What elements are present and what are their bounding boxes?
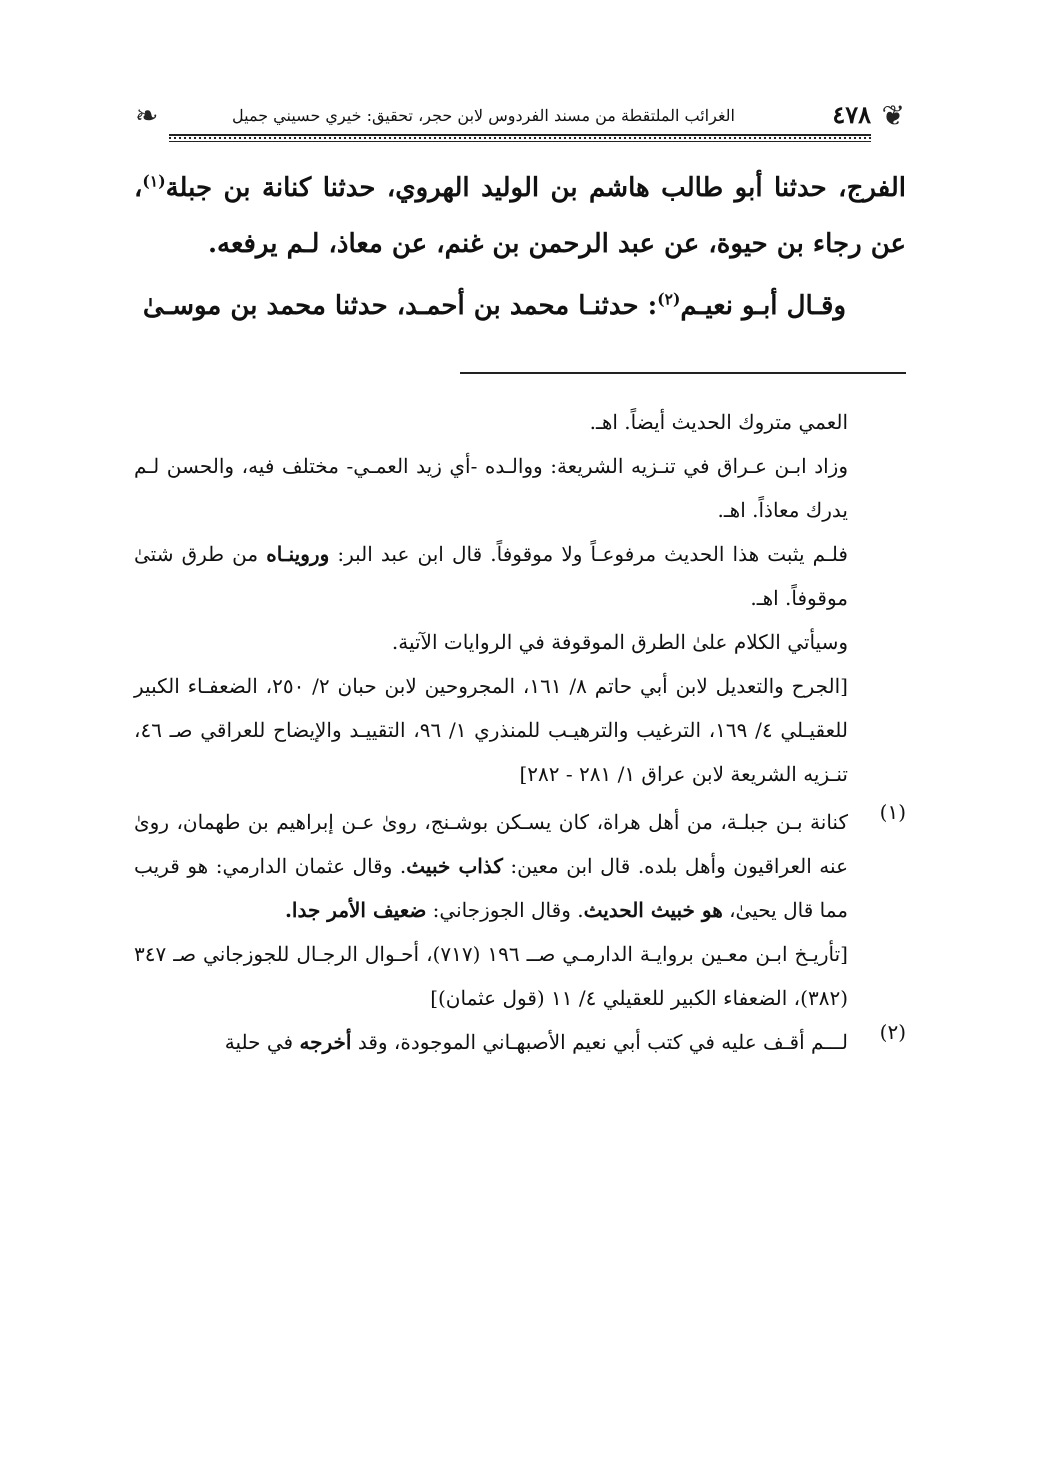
left-ornament-icon: ❧ [135, 99, 159, 132]
main-text [134, 160, 906, 334]
footnote-2: (٢) لـــم أقـف عليه في كتب أبي نعيم الأصبهـاني الموجودة، وقد أخرجه في حلية [224, 1020, 906, 1054]
footnote-1: (١) كنانة بـن جبلـة، من أهل هراة، كان يسـكن بوشـنج، روىٰ عـن إبراهيم بن طهمان، روىٰ عنه العراقيون وأهل بلده. قال ابن معين: كذاب خبيث. وقال عثمان الدارمي: هو قريب مما قال يحيىٰ، هو خبيث الحديث. وقال الجوزجاني: ضعيف الأمر جدا. [تأريـخ ابـن معـين بروايـة الدارمـي صــ ١٩٦ (٧١٧)، أحـوال الرجـال للجوزجاني صـ ٣٤٧ (٣٨٢)، الضعفاء الكبير للعقيلي ٤/ ١١ (قول عثمان)] [134, 800, 906, 1020]
header-rule [169, 134, 871, 142]
sources-citation: [الجرح والتعديل لابن أبي حاتم ٨/ ١٦١، المجروحين لابن حبان ٢/ ٢٥٠، الضعفـاء الكبير للعقيـلي ٤/ ١٦٩، الترغيب والترهيـب للمنذري ١/ ٩٦، التقييـد والإيضاح للعراقي صـ ٤٦، تنـزيه الشريعة لابن عراق ١/ ٢٨١ - ٢٨٢] [134, 674, 848, 786]
footnote-ref-2[interactable]: (٢) [657, 289, 681, 309]
main-paragraph: وقـال أبـو نعيـم$^{(٢)}$: حدثنـا محمد بن أحمـد، حدثنا محمد بن موسـىٰ [142, 289, 846, 321]
footnote-number: (٢) [879, 1020, 906, 1044]
page-header [135, 96, 905, 146]
footnote-number: (١) [879, 800, 906, 824]
sources-citation: [تأريـخ ابـن معـين بروايـة الدارمـي صــ ١٩٦ (٧١٧)، أحـوال الرجـال للجوزجاني صـ ٣٤٧ (٣٨٢)، الضعفاء الكبير للعقيلي ٤/ ١١ (قول عثمان)] [134, 942, 848, 1010]
footnote-continuation: العمي متروك الحديث أيضاً. اهـ. وزاد ابـن عـراق في تنـزيه الشريعة: ووالـده -أي زيد العمـي- مختلف فيه، والحسن لـم يدرك معاذاً. اهـ. فلـم يثبت هذا الحديث مرفوعـاً ولا موقوفاً. قال ابن عبد البر: وروينـاه من طرق شتىٰ موقوفاً. اهـ. وسيأتي الكلام علىٰ الطرق الموقوفة في الروايات الآتية. [الجرح والتعديل لابن أبي حاتم ٨/ ١٦١، المجروحين لابن حبان ٢/ ٢٥٠، الضعفـاء الكبير للعقيـلي ٤/ ١٦٩، الترغيب والترهيـب للمنذري ١/ ٩٦، التقييـد والإيضاح للعراقي صـ ٤٦، تنـزيه الشريعة لابن عراق ١/ ٢٨١ - ٢٨٢] [134, 400, 906, 796]
right-ornament-icon: ❦ [881, 99, 905, 132]
footnotes [134, 400, 906, 1064]
page-number: ٤٧٨ [832, 100, 871, 129]
running-title: الغرائب الملتقطة من مسند الفردوس لابن حجر، تحقيق: خيري حسيني جميل [232, 106, 735, 125]
footnote-ref-1[interactable]: (١) [142, 171, 166, 191]
main-line: الفرج، حدثنا أبو طالب هاشم بن الوليد الهروي، حدثنا كنانة بن جبلة$^{(١)}$، عن رجاء بن حيوة، عن عبد الرحمن بن غنم، عن معاذ، لـم يرفعه. [134, 171, 906, 259]
footnote-separator [460, 372, 906, 374]
